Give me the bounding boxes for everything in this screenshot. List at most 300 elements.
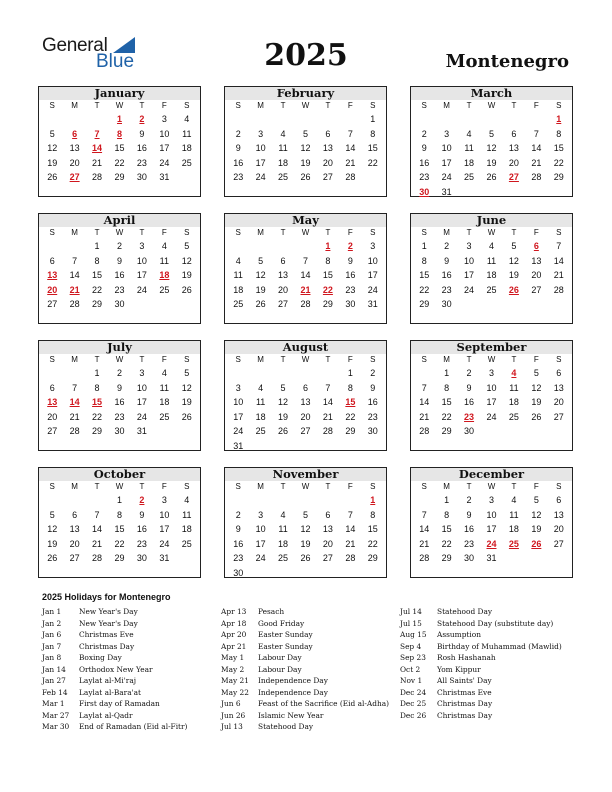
holiday-date: Mar 30 xyxy=(42,722,70,731)
empty-day-cell xyxy=(294,112,316,127)
day-cell: 3 xyxy=(235,382,241,393)
day-cell: 25 xyxy=(233,299,244,309)
day-cell: 30 xyxy=(114,299,125,309)
day-cell: 5 xyxy=(533,368,539,378)
day-cell: 7 xyxy=(421,382,427,393)
holiday-name: Pesach xyxy=(258,607,285,616)
day-cell: 9 xyxy=(116,255,122,266)
day-cell: 17 xyxy=(441,157,452,168)
empty-day-cell xyxy=(41,239,63,254)
holiday-row xyxy=(42,641,217,653)
day-cell: 9 xyxy=(370,382,376,393)
day-cell: 4 xyxy=(184,495,190,505)
weekday-label: F xyxy=(161,228,167,237)
logo-general-text: General xyxy=(42,35,108,56)
weekday-label: S xyxy=(235,101,241,110)
day-cell: 21 xyxy=(345,538,356,549)
holiday-name: All Saints' Day xyxy=(437,676,492,685)
country-title: Montenegro xyxy=(445,51,569,72)
day-cell: 21 xyxy=(531,157,542,168)
day-cell: 28 xyxy=(345,553,356,563)
page-title-year: 2025 xyxy=(264,38,348,73)
month-grid xyxy=(411,227,572,312)
weekday-label: W xyxy=(115,228,124,237)
day-cell: 3 xyxy=(139,368,145,378)
weekday-label: M xyxy=(257,101,264,110)
weekday-label: S xyxy=(184,101,190,110)
weekday-label: T xyxy=(325,355,331,364)
holiday-day-cell: 15 xyxy=(345,397,356,407)
day-cell: 22 xyxy=(553,157,564,168)
weekday-label: T xyxy=(280,355,286,364)
day-cell: 22 xyxy=(367,157,378,168)
holiday-name: Laylat al-Mi'raj xyxy=(79,676,137,685)
day-cell: 29 xyxy=(322,299,333,309)
holiday-name: Christmas Day xyxy=(437,699,493,708)
day-cell: 5 xyxy=(533,495,539,505)
weekday-label: W xyxy=(487,228,496,237)
day-cell: 14 xyxy=(300,270,311,280)
day-cell: 28 xyxy=(69,299,80,309)
day-cell: 27 xyxy=(322,172,333,182)
weekday-label: M xyxy=(443,101,450,110)
day-cell: 16 xyxy=(367,397,378,407)
day-cell: 15 xyxy=(441,524,452,534)
day-cell: 13 xyxy=(553,382,564,393)
day-cell: 8 xyxy=(556,128,562,139)
day-cell: 28 xyxy=(553,284,564,295)
day-cell: 2 xyxy=(370,368,376,378)
empty-day-cell xyxy=(249,366,271,381)
day-cell: 18 xyxy=(508,524,519,534)
day-cell: 20 xyxy=(508,157,519,168)
holiday-day-cell: 6 xyxy=(72,128,78,139)
holiday-name: Laylat al-Bara'at xyxy=(79,687,142,697)
month-name: March xyxy=(411,87,572,100)
weekday-label: W xyxy=(301,228,310,237)
day-cell: 22 xyxy=(114,157,125,168)
day-cell: 4 xyxy=(161,368,167,378)
day-cell: 3 xyxy=(161,495,167,505)
holiday-date: May 2 xyxy=(221,664,245,674)
weekday-label: S xyxy=(184,355,190,364)
holiday-name: Orthodox New Year xyxy=(79,664,153,674)
day-cell: 29 xyxy=(92,426,103,436)
day-cell: 26 xyxy=(181,411,192,422)
day-cell: 9 xyxy=(444,255,450,266)
holiday-day-cell: 15 xyxy=(92,397,103,407)
day-cell: 17 xyxy=(159,524,170,534)
day-cell: 23 xyxy=(136,157,147,168)
day-cell: 13 xyxy=(69,143,80,153)
day-cell: 4 xyxy=(258,382,264,393)
day-cell: 5 xyxy=(302,128,308,139)
month-calendar xyxy=(38,213,201,324)
day-cell: 13 xyxy=(531,255,542,266)
day-cell: 25 xyxy=(278,172,289,182)
day-cell: 25 xyxy=(464,172,475,182)
empty-day-cell xyxy=(41,112,63,127)
day-cell: 14 xyxy=(419,397,430,407)
weekday-label: F xyxy=(347,228,353,237)
day-cell: 5 xyxy=(184,368,190,378)
empty-day-cell xyxy=(413,112,435,127)
weekday-label: M xyxy=(443,355,450,364)
holiday-column xyxy=(221,606,396,733)
day-cell: 20 xyxy=(553,524,564,534)
day-cell: 12 xyxy=(300,524,311,534)
day-cell: 6 xyxy=(302,382,308,393)
empty-day-cell xyxy=(413,493,435,508)
holiday-date: Apr 20 xyxy=(221,630,247,639)
weekday-label: F xyxy=(533,228,539,237)
day-cell: 4 xyxy=(466,128,472,139)
day-cell: 10 xyxy=(441,143,452,153)
weekday-label: F xyxy=(161,101,167,110)
weekday-label: S xyxy=(49,482,55,491)
day-cell: 7 xyxy=(556,241,562,251)
holiday-name: Laylat al-Qadr xyxy=(79,710,133,720)
day-cell: 9 xyxy=(116,382,122,393)
day-cell: 5 xyxy=(280,382,286,393)
day-cell: 11 xyxy=(278,524,288,534)
day-cell: 4 xyxy=(235,255,241,266)
month-grid xyxy=(39,227,200,312)
day-cell: 5 xyxy=(49,509,55,520)
day-cell: 7 xyxy=(302,255,308,266)
day-cell: 10 xyxy=(255,143,266,153)
holiday-date: Dec 24 xyxy=(400,687,427,697)
day-cell: 25 xyxy=(181,538,192,549)
day-cell: 10 xyxy=(233,397,244,407)
holiday-date: Sep 23 xyxy=(400,653,426,662)
weekday-label: S xyxy=(556,228,562,237)
day-cell: 29 xyxy=(114,172,125,182)
day-cell: 5 xyxy=(184,241,190,251)
day-cell: 29 xyxy=(92,299,103,309)
holiday-day-cell: 21 xyxy=(69,284,80,295)
empty-day-cell xyxy=(294,366,316,381)
day-cell: 2 xyxy=(116,368,122,378)
month-name: May xyxy=(225,214,386,227)
day-cell: 30 xyxy=(136,553,147,563)
holiday-date: Mar 27 xyxy=(42,710,70,720)
day-cell: 21 xyxy=(345,157,356,168)
holiday-name: Christmas Day xyxy=(79,641,135,651)
holiday-row xyxy=(42,652,217,664)
month-name: October xyxy=(39,468,200,481)
holiday-row xyxy=(221,687,396,699)
day-cell: 16 xyxy=(419,157,430,168)
month-calendar xyxy=(224,86,387,197)
day-cell: 27 xyxy=(531,284,542,295)
day-cell: 2 xyxy=(444,241,450,251)
day-cell: 14 xyxy=(553,255,564,266)
day-cell: 11 xyxy=(486,255,497,266)
day-cell: 22 xyxy=(441,411,452,422)
day-cell: 5 xyxy=(258,255,264,266)
holiday-row xyxy=(42,698,217,710)
day-cell: 9 xyxy=(235,143,241,153)
day-cell: 27 xyxy=(69,553,80,563)
day-cell: 16 xyxy=(136,524,147,534)
weekday-label: S xyxy=(235,228,241,237)
day-cell: 28 xyxy=(69,426,80,436)
day-cell: 8 xyxy=(444,382,450,393)
day-cell: 16 xyxy=(233,538,244,549)
day-cell: 22 xyxy=(114,538,125,549)
holiday-name: Independence Day xyxy=(258,676,328,685)
day-cell: 24 xyxy=(441,172,452,182)
weekday-label: T xyxy=(325,228,331,237)
month-grid xyxy=(411,354,572,439)
weekday-label: T xyxy=(94,101,100,110)
weekday-label: W xyxy=(487,482,496,491)
weekday-label: F xyxy=(533,355,539,364)
empty-day-cell xyxy=(249,112,271,127)
day-cell: 16 xyxy=(464,524,475,534)
day-cell: 6 xyxy=(72,509,78,520)
empty-day-cell xyxy=(272,366,294,381)
holiday-date: Apr 18 xyxy=(221,618,247,628)
weekday-label: S xyxy=(49,228,55,237)
weekday-label: T xyxy=(325,482,331,491)
weekday-label: S xyxy=(556,482,562,491)
holiday-name: Statehood Day xyxy=(258,722,314,731)
empty-day-cell xyxy=(86,493,108,508)
day-cell: 6 xyxy=(325,509,331,520)
day-cell: 15 xyxy=(367,524,378,534)
day-cell: 29 xyxy=(419,299,430,309)
holiday-day-cell: 13 xyxy=(47,397,58,407)
holiday-date: Jan 14 xyxy=(42,664,66,674)
day-cell: 8 xyxy=(370,509,376,520)
day-cell: 27 xyxy=(278,299,289,309)
day-cell: 20 xyxy=(47,411,58,422)
day-cell: 23 xyxy=(233,172,244,182)
holiday-date: Mar 1 xyxy=(42,699,65,708)
day-cell: 20 xyxy=(553,397,564,407)
day-cell: 1 xyxy=(370,114,376,124)
month-calendar xyxy=(410,467,573,578)
day-cell: 8 xyxy=(421,255,427,266)
day-cell: 27 xyxy=(322,553,333,563)
holiday-row xyxy=(42,664,217,676)
month-calendar xyxy=(38,467,201,578)
weekday-label: S xyxy=(370,101,376,110)
weekday-label: T xyxy=(325,101,331,110)
weekday-label: T xyxy=(511,228,517,237)
holiday-column xyxy=(400,606,575,721)
day-cell: 17 xyxy=(464,270,475,280)
empty-day-cell xyxy=(272,112,294,127)
day-cell: 11 xyxy=(159,382,170,393)
empty-day-cell xyxy=(294,493,316,508)
day-cell: 16 xyxy=(464,397,475,407)
holiday-date: Dec 25 xyxy=(400,699,427,708)
holiday-day-cell: 2 xyxy=(347,241,353,251)
holiday-row xyxy=(42,687,217,699)
holiday-date: Jan 27 xyxy=(42,676,66,685)
day-cell: 29 xyxy=(114,553,125,563)
weekday-label: W xyxy=(115,101,124,110)
day-cell: 26 xyxy=(531,411,542,422)
day-cell: 3 xyxy=(444,128,450,139)
month-calendar xyxy=(410,86,573,197)
month-name: December xyxy=(411,468,572,481)
day-cell: 14 xyxy=(419,524,430,534)
holiday-name: Rosh Hashanah xyxy=(437,653,496,662)
day-cell: 7 xyxy=(347,128,353,139)
day-cell: 26 xyxy=(300,553,311,563)
day-cell: 28 xyxy=(419,553,430,563)
day-cell: 19 xyxy=(486,157,497,168)
holiday-name: Yom Kippur xyxy=(437,664,481,674)
day-cell: 12 xyxy=(255,270,266,280)
weekday-label: M xyxy=(71,101,78,110)
day-cell: 23 xyxy=(114,411,125,422)
empty-day-cell xyxy=(249,239,271,254)
day-cell: 30 xyxy=(345,299,356,309)
day-cell: 19 xyxy=(508,270,519,280)
weekday-label: W xyxy=(487,355,496,364)
day-cell: 2 xyxy=(466,495,472,505)
weekday-label: F xyxy=(347,101,353,110)
holidays-title: 2025 Holidays for Montenegro xyxy=(42,592,171,602)
day-cell: 12 xyxy=(278,397,289,407)
day-cell: 22 xyxy=(345,411,356,422)
empty-day-cell xyxy=(63,493,85,508)
day-cell: 12 xyxy=(531,382,542,393)
weekday-label: F xyxy=(347,355,353,364)
month-name: November xyxy=(225,468,386,481)
weekday-label: S xyxy=(370,482,376,491)
holiday-name: Islamic New Year xyxy=(258,710,324,720)
weekday-label: S xyxy=(370,228,376,237)
day-cell: 12 xyxy=(300,143,311,153)
day-cell: 14 xyxy=(345,143,356,153)
holiday-day-cell: 14 xyxy=(69,397,80,407)
holiday-row xyxy=(400,652,575,664)
day-cell: 12 xyxy=(47,524,58,534)
holiday-day-cell: 24 xyxy=(486,538,497,549)
weekday-label: W xyxy=(301,482,310,491)
empty-day-cell xyxy=(339,112,361,127)
day-cell: 11 xyxy=(159,255,170,266)
weekday-label: W xyxy=(487,101,496,110)
day-cell: 10 xyxy=(464,255,475,266)
day-cell: 5 xyxy=(302,509,308,520)
month-calendar xyxy=(38,86,201,197)
day-cell: 23 xyxy=(367,411,378,422)
day-cell: 7 xyxy=(72,255,78,266)
holiday-row xyxy=(221,606,396,618)
empty-day-cell xyxy=(272,239,294,254)
empty-day-cell xyxy=(503,112,525,127)
holiday-date: Dec 26 xyxy=(400,710,427,720)
empty-day-cell xyxy=(317,493,339,508)
day-cell: 1 xyxy=(421,241,427,251)
day-cell: 26 xyxy=(278,426,289,436)
day-cell: 17 xyxy=(136,397,147,407)
holiday-day-cell: 27 xyxy=(69,172,80,182)
day-cell: 4 xyxy=(511,495,517,505)
day-cell: 1 xyxy=(94,368,100,378)
day-cell: 3 xyxy=(258,509,264,520)
day-cell: 18 xyxy=(181,524,192,534)
holiday-date: Jan 7 xyxy=(42,641,62,651)
day-cell: 18 xyxy=(233,284,244,295)
day-cell: 21 xyxy=(419,411,430,422)
day-cell: 17 xyxy=(367,270,378,280)
holiday-name: New Year's Day xyxy=(79,618,138,628)
empty-day-cell xyxy=(86,112,108,127)
day-cell: 20 xyxy=(278,284,289,295)
day-cell: 18 xyxy=(278,157,289,168)
day-cell: 17 xyxy=(136,270,147,280)
holiday-date: Apr 13 xyxy=(221,607,247,616)
month-calendar xyxy=(224,340,387,451)
holiday-row xyxy=(400,710,575,722)
holiday-date: Apr 21 xyxy=(221,641,247,651)
day-cell: 1 xyxy=(347,368,353,378)
day-cell: 8 xyxy=(347,382,353,393)
holiday-day-cell: 1 xyxy=(370,495,376,505)
day-cell: 30 xyxy=(367,426,378,436)
day-cell: 3 xyxy=(258,128,264,139)
weekday-label: T xyxy=(280,482,286,491)
day-cell: 28 xyxy=(419,426,430,436)
holiday-column xyxy=(42,606,217,733)
day-cell: 17 xyxy=(486,397,497,407)
holiday-day-cell: 7 xyxy=(94,128,100,139)
day-cell: 23 xyxy=(114,284,125,295)
day-cell: 8 xyxy=(325,255,331,266)
holiday-day-cell: 14 xyxy=(92,143,103,153)
holiday-date: May 22 xyxy=(221,687,249,697)
holiday-day-cell: 2 xyxy=(139,495,145,505)
day-cell: 24 xyxy=(486,411,497,422)
day-cell: 23 xyxy=(419,172,430,182)
holiday-row xyxy=(400,687,575,699)
weekday-label: T xyxy=(139,101,145,110)
day-cell: 20 xyxy=(531,270,542,280)
day-cell: 19 xyxy=(47,538,58,549)
holiday-row xyxy=(400,618,575,630)
weekday-label: W xyxy=(301,355,310,364)
day-cell: 12 xyxy=(508,255,519,266)
day-cell: 23 xyxy=(233,553,244,563)
holiday-day-cell: 23 xyxy=(464,411,475,422)
day-cell: 28 xyxy=(322,426,333,436)
holiday-day-cell: 13 xyxy=(47,270,58,280)
day-cell: 28 xyxy=(531,172,542,182)
day-cell: 24 xyxy=(136,284,147,295)
holiday-row xyxy=(42,710,217,722)
day-cell: 4 xyxy=(488,241,494,251)
weekday-label: T xyxy=(139,228,145,237)
weekday-label: T xyxy=(466,482,472,491)
weekday-label: S xyxy=(556,101,562,110)
weekday-label: S xyxy=(421,101,427,110)
day-cell: 19 xyxy=(181,270,192,280)
day-cell: 19 xyxy=(278,411,289,422)
weekday-label: S xyxy=(370,355,376,364)
empty-day-cell xyxy=(249,493,271,508)
day-cell: 3 xyxy=(161,114,167,124)
holiday-row xyxy=(42,606,217,618)
holiday-day-cell: 1 xyxy=(325,241,331,251)
